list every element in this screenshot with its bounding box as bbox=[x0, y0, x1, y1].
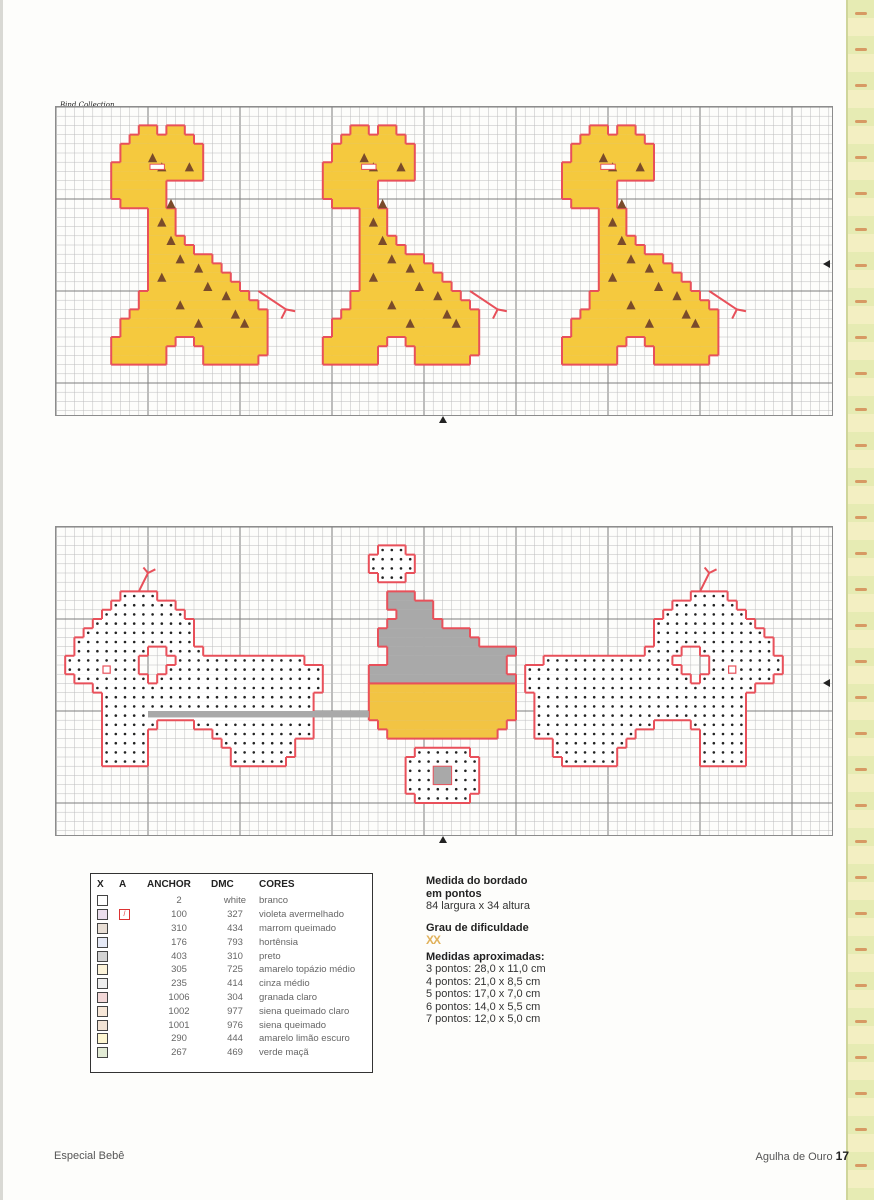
legend-anchor: 1002 bbox=[168, 1005, 190, 1017]
legend-row bbox=[91, 1018, 372, 1032]
legend-row bbox=[91, 949, 372, 963]
diamond-icon bbox=[97, 895, 108, 906]
legend-anchor: 1001 bbox=[168, 1019, 190, 1031]
legend-dmc: 976 bbox=[227, 1019, 243, 1031]
legend-anchor: 100 bbox=[171, 909, 187, 921]
border-dash bbox=[855, 336, 867, 339]
legend-row bbox=[91, 935, 372, 949]
horse-cart-pattern-chart bbox=[55, 526, 833, 836]
legend-color-name: cinza médio bbox=[259, 978, 310, 990]
triangle-down-icon bbox=[97, 1033, 108, 1044]
legend-anchor: 176 bbox=[171, 936, 187, 948]
page-number: 17 bbox=[835, 1149, 849, 1163]
border-dash bbox=[855, 516, 867, 519]
legend-dmc: 327 bbox=[227, 909, 243, 921]
border-dash bbox=[855, 588, 867, 591]
balloon-motif bbox=[369, 545, 415, 582]
page-edge bbox=[0, 0, 3, 1200]
center-marker-right bbox=[823, 679, 830, 687]
border-dash bbox=[855, 876, 867, 879]
border-dash bbox=[855, 444, 867, 447]
approx-size-3: 3 pontos: 28,0 x 11,0 cm bbox=[426, 963, 546, 975]
legend-dmc: white bbox=[223, 895, 247, 907]
footer-section-name: Especial Bebê bbox=[54, 1150, 125, 1162]
heart-icon bbox=[97, 951, 108, 962]
border-dash bbox=[855, 840, 867, 843]
triangle-up-icon bbox=[97, 937, 108, 948]
border-dash bbox=[855, 1056, 867, 1059]
cross-box-icon bbox=[97, 992, 108, 1003]
center-marker-right bbox=[823, 260, 830, 268]
giraffe-pattern-chart bbox=[55, 106, 833, 416]
legend-color-name: preto bbox=[259, 950, 281, 962]
legend-row bbox=[91, 1046, 372, 1060]
legend-header-dmc: DMC bbox=[211, 879, 234, 890]
approx-size-5: 5 pontos: 17,0 x 7,0 cm bbox=[426, 988, 541, 1000]
border-dash bbox=[855, 408, 867, 411]
difficulty-marks: XX bbox=[426, 933, 441, 947]
border-dash bbox=[855, 300, 867, 303]
slash-icon: / bbox=[119, 909, 130, 920]
triangle-dark-icon bbox=[97, 923, 108, 934]
border-dash bbox=[855, 84, 867, 87]
thread-legend bbox=[90, 873, 373, 1073]
border-dash bbox=[855, 948, 867, 951]
legend-anchor: 305 bbox=[171, 964, 187, 976]
border-dash bbox=[855, 264, 867, 267]
legend-dmc: 469 bbox=[227, 1047, 243, 1059]
legend-header-x: X bbox=[97, 879, 104, 890]
triangle-left-icon bbox=[97, 1020, 108, 1031]
size-title: Medida do bordado bbox=[426, 875, 528, 887]
legend-header-a: A bbox=[119, 879, 127, 890]
legend-row bbox=[91, 1004, 372, 1018]
legend-color-name: granada claro bbox=[259, 991, 318, 1003]
approx-size-7: 7 pontos: 12,0 x 5,0 cm bbox=[426, 1013, 541, 1025]
center-marker-bottom bbox=[439, 416, 447, 423]
dot-icon bbox=[97, 964, 108, 975]
border-dash bbox=[855, 912, 867, 915]
border-dash bbox=[855, 768, 867, 771]
legend-color-name: amarelo limão escuro bbox=[259, 1033, 350, 1045]
border-dash bbox=[855, 660, 867, 663]
legend-anchor: 235 bbox=[171, 978, 187, 990]
border-dash bbox=[855, 552, 867, 555]
chart-credit: Bind Collection bbox=[60, 101, 115, 109]
legend-dmc: 444 bbox=[227, 1033, 243, 1045]
legend-anchor: 2 bbox=[176, 895, 182, 907]
border-dash bbox=[855, 372, 867, 375]
legend-color-name: hortênsia bbox=[259, 936, 299, 948]
approx-size-4: 4 pontos: 21,0 x 8,5 cm bbox=[426, 975, 541, 988]
legend-row bbox=[91, 977, 372, 991]
legend-row bbox=[91, 991, 372, 1005]
border-dash bbox=[855, 192, 867, 195]
legend-color-name: violeta avermelhado bbox=[259, 909, 345, 921]
legend-header-cores: CORES bbox=[259, 879, 295, 890]
border-dash bbox=[855, 120, 867, 123]
border-dash bbox=[855, 732, 867, 735]
border-dash bbox=[855, 228, 867, 231]
decorative-border-strip bbox=[846, 0, 874, 1200]
legend-header-anchor: ANCHOR bbox=[147, 879, 191, 890]
border-dash bbox=[855, 1128, 867, 1131]
harness-pole bbox=[148, 711, 369, 717]
legend-anchor: 403 bbox=[171, 950, 187, 962]
legend-dmc: 304 bbox=[227, 991, 243, 1003]
border-dash bbox=[855, 1020, 867, 1023]
border-dash bbox=[855, 48, 867, 51]
bar-icon bbox=[97, 978, 108, 989]
border-dash bbox=[855, 12, 867, 15]
legend-dmc: 414 bbox=[227, 978, 243, 990]
legend-color-name: siena queimado bbox=[259, 1019, 327, 1031]
legend-dmc: 310 bbox=[227, 950, 243, 962]
approx-title: Medidas aproximadas: bbox=[426, 950, 545, 963]
border-dash bbox=[855, 624, 867, 627]
circle-icon bbox=[97, 1047, 108, 1058]
giraffe-pattern-grid bbox=[56, 107, 832, 415]
legend-row bbox=[91, 963, 372, 977]
cart-wheel bbox=[406, 748, 480, 803]
legend-color-name: branco bbox=[259, 895, 289, 907]
footer-magazine bbox=[756, 1149, 849, 1163]
border-dash bbox=[855, 1092, 867, 1095]
backslash-icon bbox=[97, 909, 108, 920]
legend-row bbox=[91, 1032, 372, 1046]
approx-size-6: 6 pontos: 14,0 x 5,5 cm bbox=[426, 1000, 541, 1013]
cart-body bbox=[369, 683, 516, 738]
legend-color-name: amarelo topázio médio bbox=[259, 964, 356, 976]
legend-anchor: 1006 bbox=[168, 991, 190, 1003]
legend-color-name: siena queimado claro bbox=[259, 1005, 350, 1017]
square-icon bbox=[97, 1006, 108, 1017]
legend-dmc: 725 bbox=[227, 964, 243, 976]
horse-cart-pattern-grid bbox=[56, 527, 832, 835]
footer-magazine-name: Agulha de Ouro bbox=[755, 1151, 833, 1163]
border-dash bbox=[855, 480, 867, 483]
legend-color-name: verde maçã bbox=[259, 1047, 309, 1059]
border-dash bbox=[855, 696, 867, 699]
embroidery-info bbox=[426, 875, 546, 1026]
border-dash bbox=[855, 984, 867, 987]
size-subtitle: em pontos bbox=[426, 887, 482, 900]
difficulty-title: Grau de dificuldade bbox=[426, 921, 529, 934]
legend-table bbox=[91, 874, 372, 1060]
border-dash bbox=[855, 156, 867, 159]
border-dash bbox=[855, 1164, 867, 1167]
legend-anchor: 290 bbox=[171, 1033, 187, 1045]
border-dash bbox=[855, 804, 867, 807]
legend-color-name: marrom queimado bbox=[259, 922, 337, 934]
legend-row bbox=[91, 922, 372, 936]
legend-dmc: 434 bbox=[227, 922, 243, 934]
legend-anchor: 310 bbox=[171, 922, 187, 934]
legend-dmc: 977 bbox=[227, 1005, 243, 1017]
legend-dmc: 793 bbox=[227, 936, 243, 948]
legend-row bbox=[91, 894, 372, 908]
legend-row bbox=[91, 908, 372, 922]
legend-anchor: 267 bbox=[171, 1047, 187, 1059]
size-value: 84 largura x 34 altura bbox=[426, 900, 530, 912]
center-marker-bottom bbox=[439, 836, 447, 843]
